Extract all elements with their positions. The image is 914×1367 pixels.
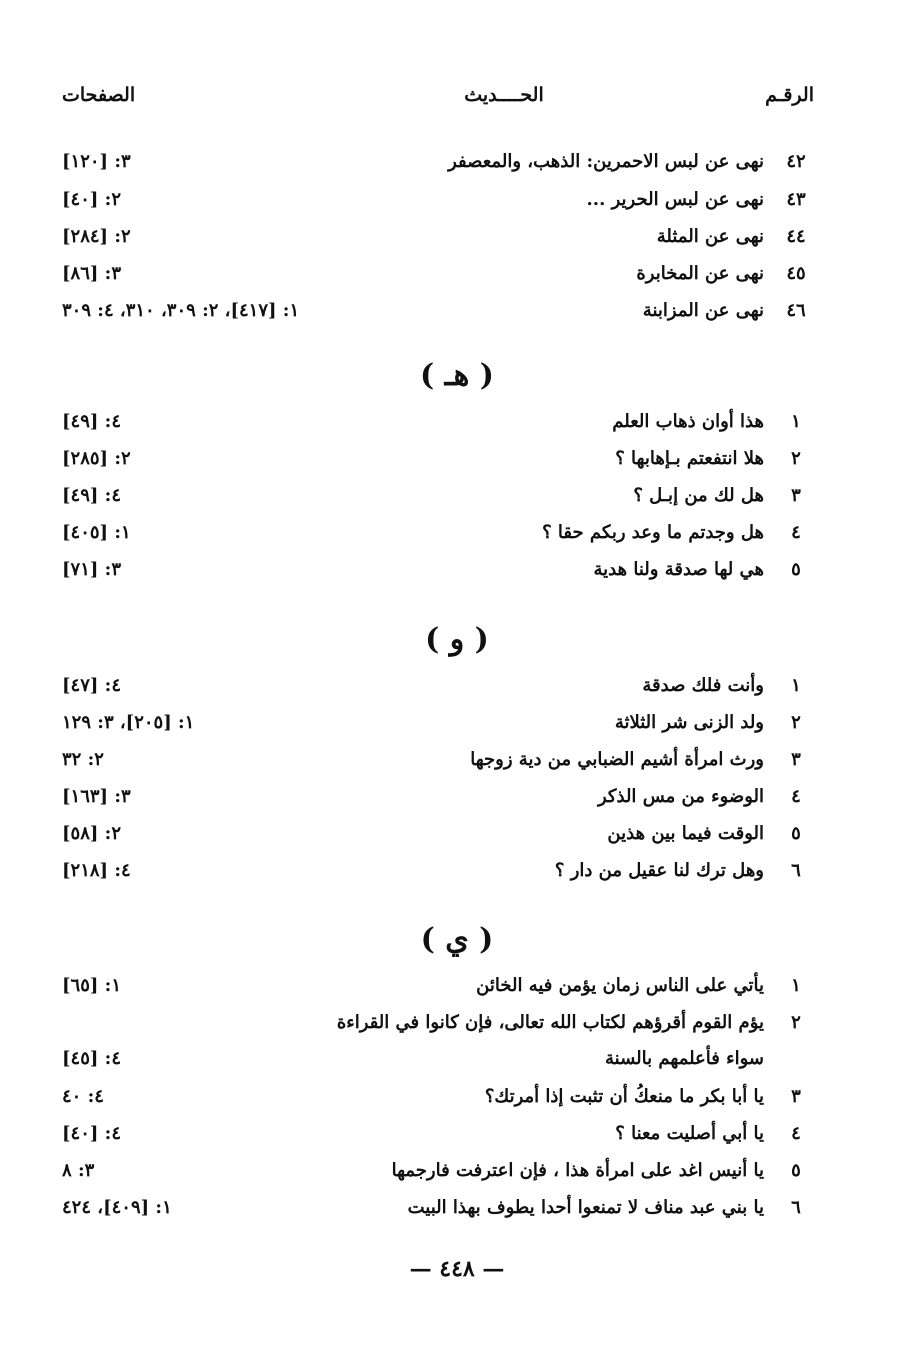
item-number: ٥	[791, 823, 801, 844]
item-number: ٦	[791, 860, 801, 881]
hadith-text: نهى عن المثلة	[656, 226, 764, 247]
hadith-text: يا بني عبد مناف لا تمنعوا أحدا يطوف بهذا البيت	[407, 1197, 764, 1218]
item-number: ٣	[791, 485, 801, 506]
hadith-text: الوقت فيما بين هذين	[607, 823, 764, 844]
list-item	[62, 1079, 814, 1115]
hadith-text: نهى عن لبس الاحمرين: الذهب، والمعصفر	[448, 151, 764, 172]
item-number: ٤٣	[786, 189, 806, 210]
page-reference: ٣: [٨٦]	[62, 263, 121, 284]
list-item	[62, 1153, 814, 1189]
list-item	[62, 256, 814, 292]
header-number: الرقـم	[765, 84, 814, 106]
item-number: ٣	[791, 1086, 801, 1107]
page-reference: ١: [٤٠٥]	[62, 522, 131, 543]
list-item	[62, 668, 814, 704]
item-number: ٥	[791, 1160, 801, 1181]
hadith-text: ورث امرأة أشيم الضبابي من دية زوجها	[470, 749, 764, 770]
item-number: ٦	[791, 1197, 801, 1218]
hadith-text: هل لك من إبـل ؟	[633, 485, 764, 506]
page-reference: ٣: [١٢٠]	[62, 151, 131, 172]
item-number: ٢	[791, 712, 801, 733]
page-reference: ٤: [٤٩]	[62, 411, 121, 432]
page-reference: ٤: ٤٠	[62, 1086, 104, 1107]
hadith-text: يا أنيس اغد على امرأة هذا ، فإن اعترفت فارجمها	[391, 1160, 764, 1181]
list-item	[62, 853, 814, 889]
list-item	[62, 478, 814, 514]
item-number: ٤	[791, 786, 801, 807]
page-reference: ٤: [٤٥]	[62, 1048, 121, 1069]
list-item	[62, 404, 814, 440]
list-item	[62, 515, 814, 551]
page-reference: ٢: [٤٠]	[62, 189, 121, 210]
item-number: ٤	[791, 522, 801, 543]
table-header	[62, 84, 814, 118]
list-item	[62, 1005, 814, 1077]
list-item	[62, 1116, 814, 1152]
item-number: ٤٤	[786, 226, 806, 247]
hadith-text: الوضوء من مس الذكر	[598, 786, 764, 807]
page-reference: ٣: ٨	[62, 1160, 95, 1181]
item-number: ١	[791, 675, 801, 696]
item-number: ٤	[791, 1123, 801, 1144]
item-number: ٤٢	[786, 151, 806, 172]
item-number: ٣	[791, 749, 801, 770]
list-item	[62, 779, 814, 815]
hadith-text: وهل ترك لنا عقيل من دار ؟	[554, 860, 764, 881]
list-item	[62, 552, 814, 588]
page-reference: ٤: [٤٩]	[62, 485, 121, 506]
page-reference: ١: [٤٠٩]، ٤٢٤	[62, 1197, 172, 1218]
hadith-text: هل وجدتم ما وعد ربكم حقا ؟	[542, 522, 764, 543]
header-hadith: الحــــديث	[464, 84, 544, 106]
hadith-text: هلا انتفعتم بـإهابها ؟	[615, 448, 764, 469]
hadith-text: يأتي على الناس زمان يؤمن فيه الخائن	[476, 975, 764, 996]
list-item	[62, 742, 814, 778]
hadith-text: نهى عن المزابنة	[642, 300, 764, 321]
page-reference: ٤: [٢١٨]	[62, 860, 131, 881]
hadith-text: نهى عن لبس الحرير ...	[586, 189, 764, 210]
header-pages: الصفحات	[62, 84, 136, 106]
list-item	[62, 705, 814, 741]
page-reference: ٢: [٢٨٥]	[62, 448, 131, 469]
list-item	[62, 144, 814, 180]
item-number: ٢	[791, 1012, 801, 1033]
hadith-text: يا أبا بكر ما منعكُ أن تثبت إذا أمرتك؟	[484, 1086, 764, 1107]
item-number: ١	[791, 975, 801, 996]
section-title-ya: ( ي )	[420, 922, 494, 957]
list-item	[62, 968, 814, 1004]
page-reference: ٣: [٧١]	[62, 559, 121, 580]
page-reference: ٢: ٣٢	[62, 749, 104, 770]
item-number: ٢	[791, 448, 801, 469]
page-reference: ٣: [١٦٣]	[62, 786, 131, 807]
list-item	[62, 182, 814, 218]
list-item	[62, 441, 814, 477]
hadith-text: يؤم القوم أقرؤهم لكتاب الله تعالى، فإن كانوا في القراءة سواء فأعلمهم بالسنة	[336, 1012, 764, 1069]
page-reference: ٤: [٤٧]	[62, 675, 121, 696]
hadith-text: ولد الزنى شر الثلاثة	[614, 712, 764, 733]
page-reference: ٢: [٥٨]	[62, 823, 121, 844]
page-reference: ١: [٦٥]	[62, 975, 121, 996]
hadith-text: نهى عن المخابرة	[636, 263, 764, 284]
list-item	[62, 1190, 814, 1226]
item-number: ٤٥	[786, 263, 806, 284]
item-number: ٤٦	[786, 300, 806, 321]
hadith-text: هذا أوان ذهاب العلم	[612, 411, 764, 432]
item-number: ١	[791, 411, 801, 432]
section-title-ha: ( هـ )	[420, 358, 494, 393]
page-reference: ١: [٤١٧]، ٢: ٣٠٩، ٣١٠، ٤: ٣٠٩	[62, 300, 300, 321]
hadith-text: وأنت فلك صدقة	[642, 675, 764, 696]
section-title-waw: ( و )	[425, 622, 489, 657]
item-number: ٥	[791, 559, 801, 580]
page-reference: ٢: [٢٨٤]	[62, 226, 131, 247]
list-item	[62, 219, 814, 255]
page-reference: ١: [٢٠٥]، ٣: ١٢٩	[62, 712, 195, 733]
hadith-text: هي لها صدقة ولنا هدية	[593, 559, 764, 580]
page-number: — ٤٤٨ —	[409, 1256, 505, 1282]
page-reference: ٤: [٤٠]	[62, 1123, 121, 1144]
list-item	[62, 293, 814, 329]
list-item	[62, 816, 814, 852]
hadith-text: يا أبي أصليت معنا ؟	[615, 1123, 764, 1144]
